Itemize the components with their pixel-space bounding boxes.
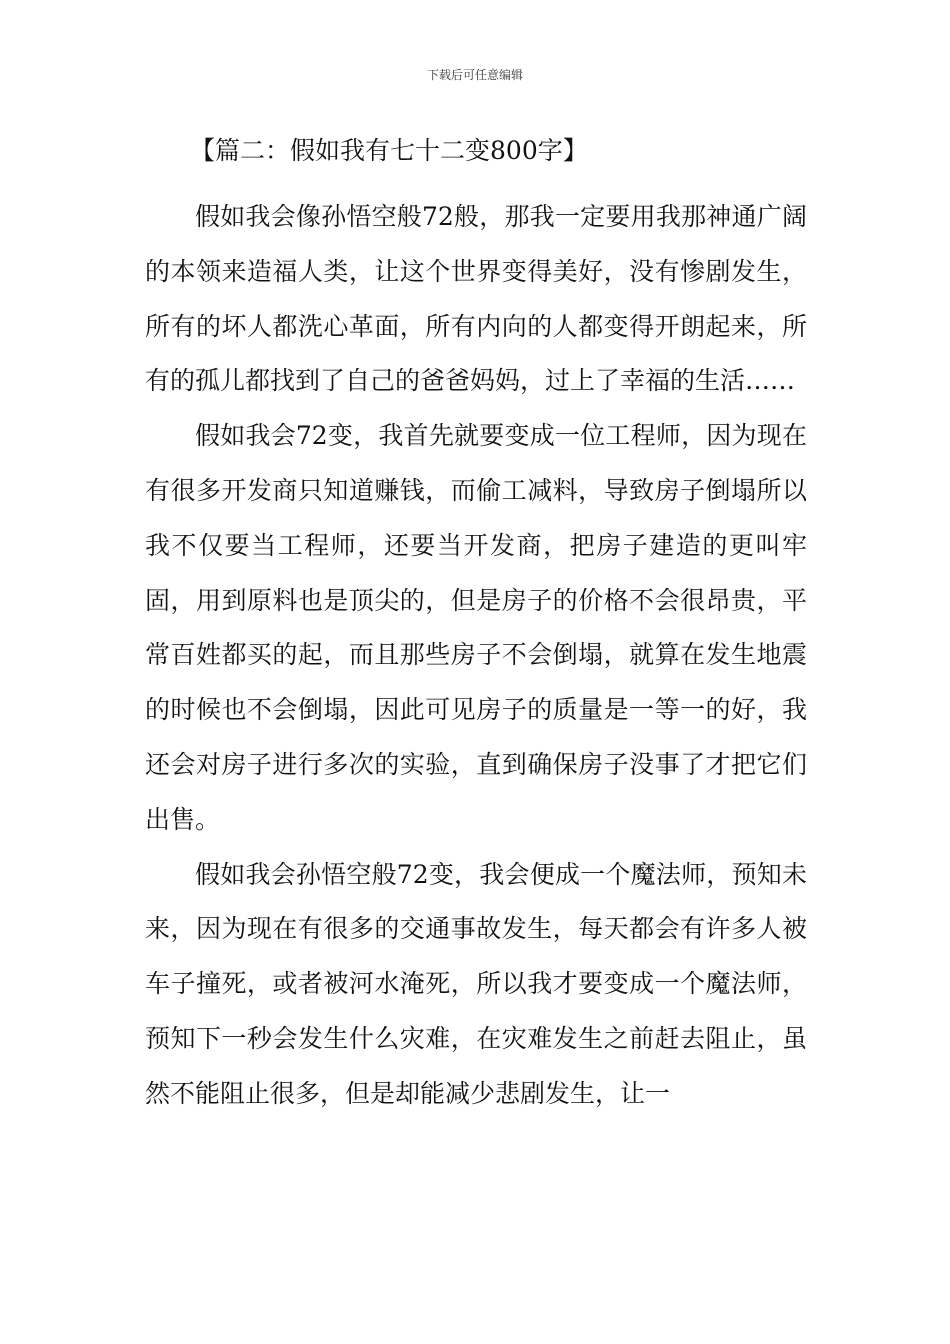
- essay-title: 【篇二：假如我有七十二变800字】: [190, 136, 588, 165]
- paragraph-2: 假如我会72变，我首先就要变成一位工程师，因为现在有很多开发商只知道赚钱，而偷工减料，导致房子倒塌所以我不仅要当工程师，还要当开发商，把房子建造的更叫牢固，用到原料也是顶尖的，但是房子的价格不会很昂贵，平常百姓都买的起，而且那些房子不会倒塌，就算在发生地震的时候也不会倒塌，因此可见房子的质量是一等一的好，我还会对房子进行多次的实验，直到确保房子没事了才把它们出售。: [145, 421, 807, 834]
- paragraph-3: 假如我会孙悟空般72变，我会便成一个魔法师，预知未来，因为现在有很多的交通事故发生，每天都会有许多人被车子撞死，或者被河水淹死，所以我才要变成一个魔法师，预知下一秒会发生什么灾难，在灾难发生之前赶去阻止，虽然不能阻止很多，但是却能减少悲剧发生，让一: [145, 859, 807, 1108]
- page-header: 下载后可任意编辑: [426, 68, 523, 82]
- essay-body: [145, 190, 807, 1122]
- paragraph-1: 假如我会像孙悟空般72般，那我一定要用我那神通广阔的本领来造福人类，让这个世界变得美好，没有惨剧发生，所有的坏人都洗心革面，所有内向的人都变得开朗起来，所有的孤儿都找到了自己的爸爸妈妈，过上了幸福的生活……: [145, 202, 807, 396]
